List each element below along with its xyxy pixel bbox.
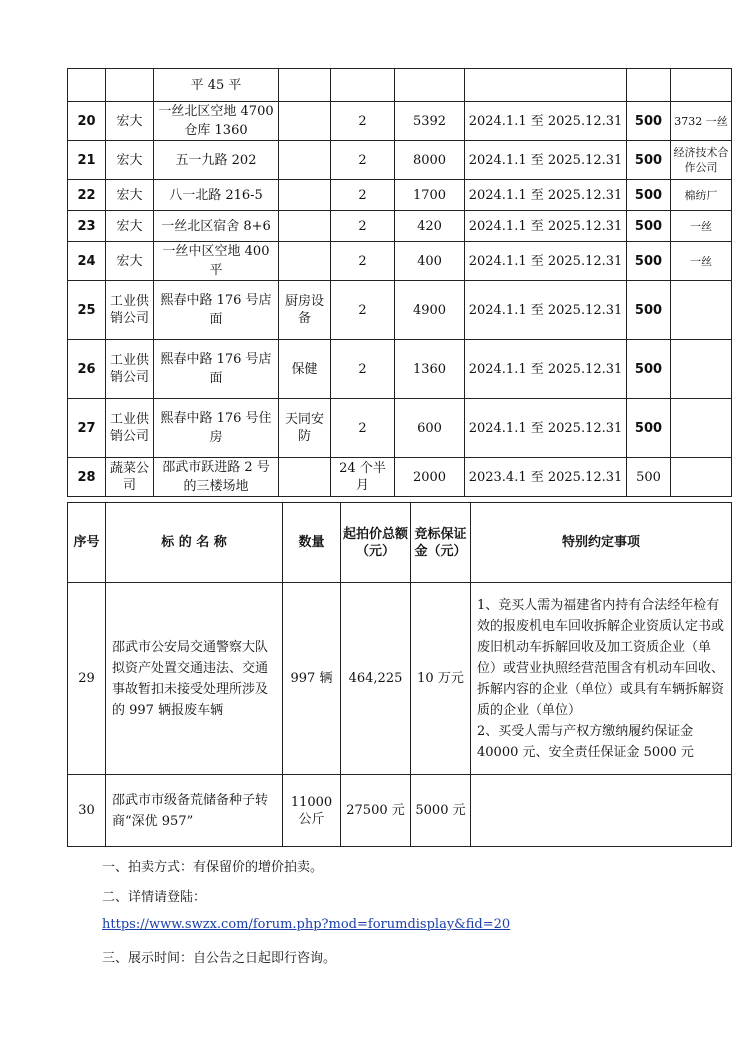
cell-term: 2 [331, 399, 395, 458]
terms-line-1: 1、竞买人需为福建省内持有合法经年检有效的报废机电车回收拆解企业资质认定书或废旧机动车拆解回收及加工资质企业（单位）或营业执照经营范围含有机动车回收、拆解内容的企业（单位）或具有车辆拆解资质的企业（单位） [477, 597, 725, 718]
cell-price: 5392 [395, 102, 465, 141]
cell-note: 棉纺厂 [671, 180, 732, 211]
cell-term: 2 [331, 141, 395, 180]
cell-note [671, 458, 732, 497]
table-header-row [68, 503, 732, 583]
cell-period: 2024.1.1 至 2025.12.31 [465, 180, 627, 211]
item-qty: 997 辆 [283, 583, 341, 775]
note-auction-method: 一、拍卖方式：有保留价的增价拍卖。 [102, 860, 324, 875]
cell-term: 2 [331, 180, 395, 211]
cell-price: 2000 [395, 458, 465, 497]
cell-note [671, 340, 732, 399]
cell-deposit: 500 [627, 399, 671, 458]
cell-note: 经济技术合作公司 [671, 141, 732, 180]
table-row [68, 458, 732, 497]
cell-price: 400 [395, 242, 465, 281]
cell-deposit: 500 [627, 458, 671, 497]
cell-note: 3732 一丝 [671, 102, 732, 141]
cell-note: 一丝 [671, 211, 732, 242]
table-row [68, 775, 732, 847]
cell-price: 4900 [395, 281, 465, 340]
cell-deposit: 500 [627, 242, 671, 281]
cell-period: 2024.1.1 至 2025.12.31 [465, 211, 627, 242]
cell-period: 2024.1.1 至 2025.12.31 [465, 399, 627, 458]
cell-owner: 宏大 [106, 242, 154, 281]
cell-no: 26 [68, 340, 106, 399]
cell-term: 2 [331, 281, 395, 340]
cell-no: 27 [68, 399, 106, 458]
cell-use: 保健 [279, 340, 331, 399]
cell-deposit: 500 [627, 180, 671, 211]
cell-term: 2 [331, 340, 395, 399]
header-name: 标 的 名 称 [106, 503, 283, 583]
row-no: 29 [68, 583, 106, 775]
table-row [68, 102, 732, 141]
table-row [68, 583, 732, 775]
cell-term: 24 个半月 [331, 458, 395, 497]
cell-term: 2 [331, 242, 395, 281]
table-row [68, 180, 732, 211]
note-details: 二、详情请登陆： [102, 890, 207, 905]
cell-price: 8000 [395, 141, 465, 180]
cell-location: 熙春中路 176 号住房 [154, 399, 279, 458]
item-name: 邵武市市级备荒储备种子转商“深优 957” [106, 775, 283, 847]
table-row [68, 399, 732, 458]
cell-owner: 宏大 [106, 102, 154, 141]
cell-no: 28 [68, 458, 106, 497]
terms-line-2: 2、买受人需与产权方缴纳履约保证金 40000 元、安全责任保证金 5000 元 [477, 723, 694, 760]
cell-owner [106, 69, 154, 102]
cell-deposit: 500 [627, 211, 671, 242]
cell-price: 1700 [395, 180, 465, 211]
header-price: 起拍价总额（元） [341, 503, 411, 583]
item-price: 464,225 [341, 583, 411, 775]
cell-location: 一丝中区空地 400 平 [154, 242, 279, 281]
cell-period: 2024.1.1 至 2025.12.31 [465, 281, 627, 340]
cell-price: 600 [395, 399, 465, 458]
header-deposit: 竞标保证金（元） [411, 503, 471, 583]
cell-owner: 宏大 [106, 211, 154, 242]
header-qty: 数量 [283, 503, 341, 583]
cell-price [395, 69, 465, 102]
cell-term: 2 [331, 102, 395, 141]
table-row [68, 281, 732, 340]
item-terms [471, 775, 732, 847]
cell-no: 25 [68, 281, 106, 340]
table-row [68, 242, 732, 281]
cell-location: 邵武市跃进路 2 号的三楼场地 [154, 458, 279, 497]
cell-no: 22 [68, 180, 106, 211]
table-row [68, 340, 732, 399]
cell-deposit: 500 [627, 102, 671, 141]
cell-deposit [627, 69, 671, 102]
cell-note [671, 281, 732, 340]
cell-use [279, 180, 331, 211]
cell-price: 1360 [395, 340, 465, 399]
cell-deposit: 500 [627, 340, 671, 399]
cell-note: 一丝 [671, 242, 732, 281]
cell-location: 一丝北区宿舍 8+6 [154, 211, 279, 242]
cell-period: 2023.4.1 至 2025.12.31 [465, 458, 627, 497]
note-display-time: 三、展示时间：自公告之日起即行咨询。 [102, 951, 337, 966]
details-link[interactable]: https://www.swzx.com/forum.php?mod=forumdisplay&fid=20 [102, 917, 511, 932]
cell-location: 五一九路 202 [154, 141, 279, 180]
cell-owner: 工业供销公司 [106, 340, 154, 399]
cell-owner: 宏大 [106, 141, 154, 180]
item-name: 邵武市公安局交通警察大队拟资产处置交通违法、交通事故暂扣未接受处理所涉及的 997 辆报废车辆 [106, 583, 283, 775]
cell-location: 平 45 平 [154, 69, 279, 102]
cell-use [279, 141, 331, 180]
cell-no: 24 [68, 242, 106, 281]
item-deposit: 5000 元 [411, 775, 471, 847]
cell-period: 2024.1.1 至 2025.12.31 [465, 102, 627, 141]
cell-price: 420 [395, 211, 465, 242]
cell-deposit: 500 [627, 281, 671, 340]
cell-owner: 工业供销公司 [106, 281, 154, 340]
cell-location: 熙春中路 176 号店面 [154, 340, 279, 399]
auction-table [67, 502, 732, 847]
cell-use: 厨房设备 [279, 281, 331, 340]
cell-period: 2024.1.1 至 2025.12.31 [465, 242, 627, 281]
cell-period: 2024.1.1 至 2025.12.31 [465, 141, 627, 180]
row-no: 30 [68, 775, 106, 847]
cell-note [671, 399, 732, 458]
table-row [68, 69, 732, 102]
cell-note [671, 69, 732, 102]
cell-use [279, 458, 331, 497]
table-row [68, 211, 732, 242]
cell-use [279, 69, 331, 102]
cell-no: 23 [68, 211, 106, 242]
cell-owner: 工业供销公司 [106, 399, 154, 458]
cell-use [279, 102, 331, 141]
header-no: 序号 [68, 503, 106, 583]
item-deposit: 10 万元 [411, 583, 471, 775]
item-terms [471, 583, 732, 775]
cell-use [279, 211, 331, 242]
cell-period: 2024.1.1 至 2025.12.31 [465, 340, 627, 399]
cell-term [331, 69, 395, 102]
cell-location: 一丝北区空地 4700 仓库 1360 [154, 102, 279, 141]
cell-no: 21 [68, 141, 106, 180]
cell-term: 2 [331, 211, 395, 242]
cell-no: 20 [68, 102, 106, 141]
lease-table [67, 68, 732, 497]
cell-owner: 宏大 [106, 180, 154, 211]
item-price: 27500 元 [341, 775, 411, 847]
header-terms: 特别约定事项 [471, 503, 732, 583]
item-qty: 11000 公斤 [283, 775, 341, 847]
cell-use: 天同安防 [279, 399, 331, 458]
cell-location: 八一北路 216-5 [154, 180, 279, 211]
cell-use [279, 242, 331, 281]
cell-owner: 蔬菜公司 [106, 458, 154, 497]
cell-location: 熙春中路 176 号店面 [154, 281, 279, 340]
cell-period [465, 69, 627, 102]
table-row [68, 141, 732, 180]
cell-no [68, 69, 106, 102]
cell-deposit: 500 [627, 141, 671, 180]
